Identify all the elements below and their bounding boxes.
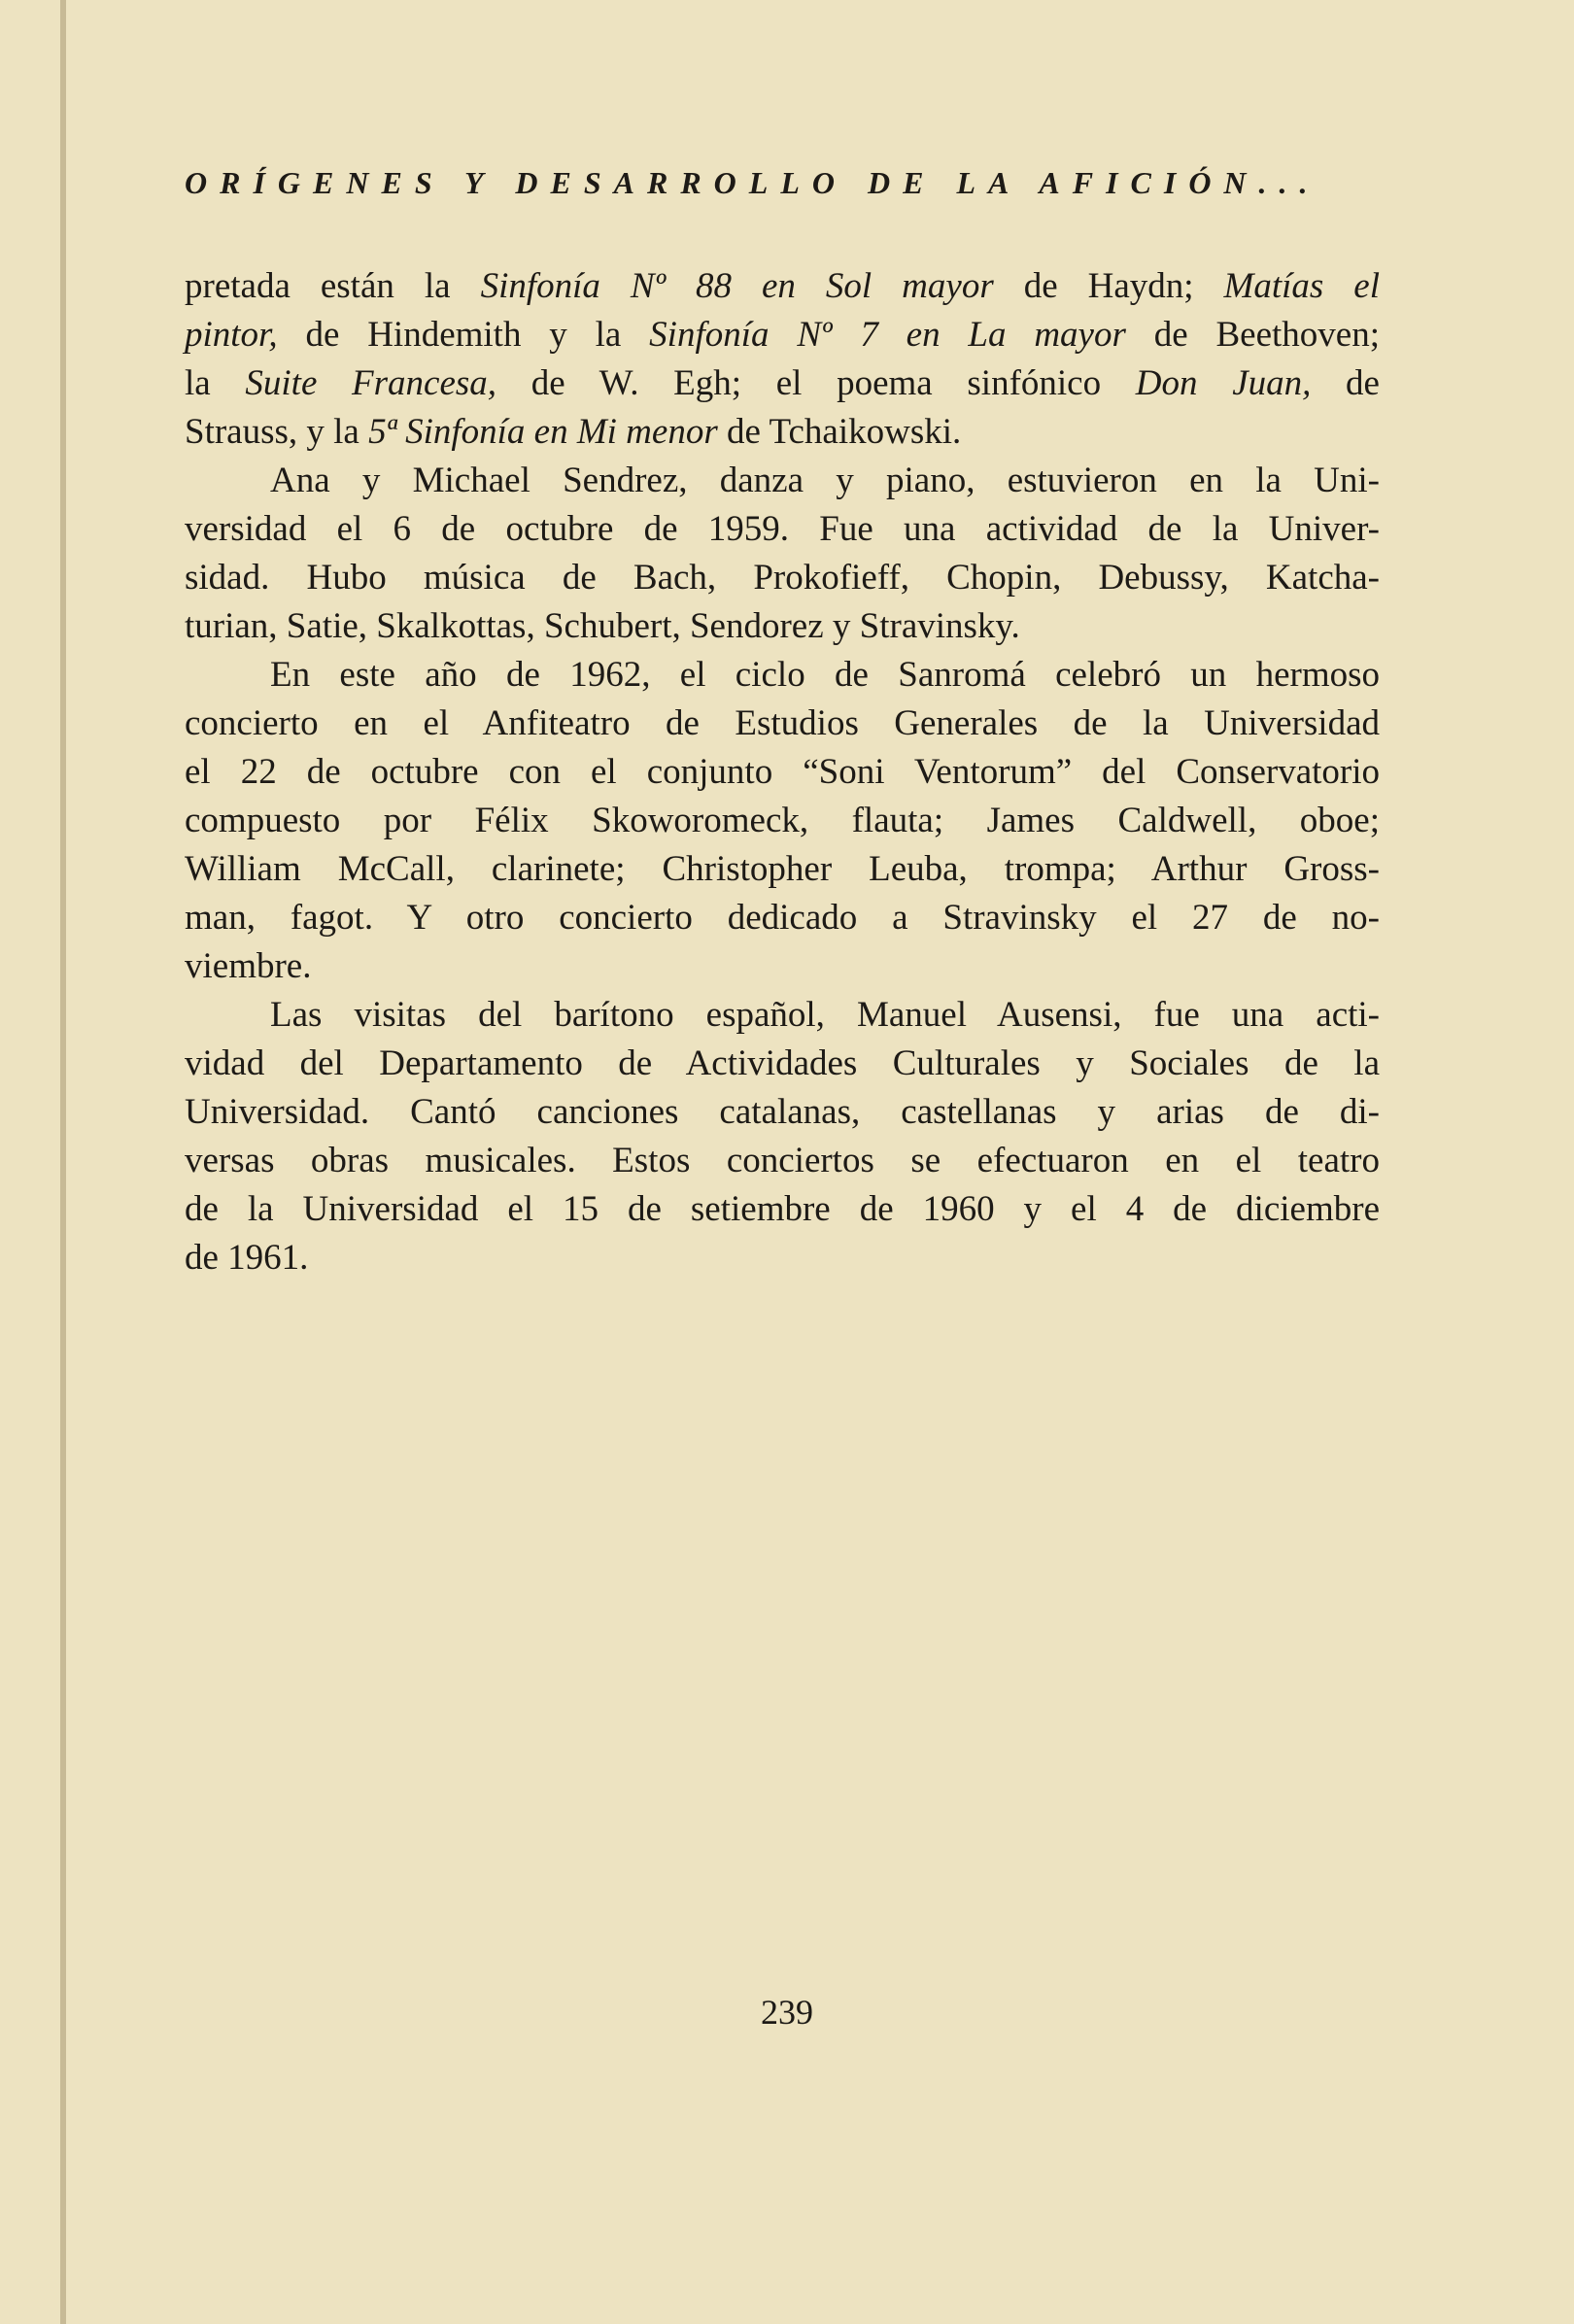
italic-title: 5ª Sinfonía en Mi menor (368, 412, 718, 452)
text-line: turian, Satie, Skalkottas, Schubert, Sendorez y Stravinsky. (185, 606, 1020, 646)
italic-title: Sinfonía Nº 88 en Sol mayor (480, 266, 994, 306)
running-head: ORÍGENES Y DESARROLLO DE LA AFICIÓN... (185, 165, 1320, 200)
binding-edge (60, 0, 66, 2324)
text-line: viembre. (185, 946, 312, 986)
page-number: 239 (761, 1993, 813, 2032)
text-line: la Suite Francesa, de W. Egh; el poema sinfónico Don Juan, de (185, 363, 1380, 403)
italic-title: Suite Francesa, (245, 363, 497, 403)
text-line: man, fagot. Y otro concierto dedicado a Stravinsky el 27 de no- (185, 898, 1380, 938)
paragraph-start: Ana y Michael Sendrez, danza y piano, estuvieron en la Uni- (270, 461, 1380, 500)
body-text (185, 262, 1380, 1282)
text-line: William McCall, clarinete; Christopher Leuba, trompa; Arthur Gross- (185, 849, 1380, 889)
italic-title: pintor, (185, 315, 278, 355)
italic-title: Sinfonía Nº 7 en La mayor (649, 315, 1126, 355)
text-line: de 1961. (185, 1238, 309, 1278)
text-line: Universidad. Cantó canciones catalanas, castellanas y arias de di- (185, 1092, 1380, 1132)
text-line: vidad del Departamento de Actividades Culturales y Sociales de la (185, 1043, 1380, 1083)
text-line: el 22 de octubre con el conjunto “Soni Ventorum” del Conservatorio (185, 752, 1380, 792)
text-line: Strauss, y la 5ª Sinfonía en Mi menor de Tchaikowski. (185, 412, 962, 452)
text-line: versas obras musicales. Estos conciertos se efectuaron en el teatro (185, 1141, 1380, 1180)
paragraph-start: En este año de 1962, el ciclo de Sanromá celebró un hermoso (270, 655, 1380, 695)
italic-title: Don Juan, (1135, 363, 1312, 403)
text-line: versidad el 6 de octubre de 1959. Fue una actividad de la Univer- (185, 509, 1380, 549)
text-line: sidad. Hubo música de Bach, Prokofieff, Chopin, Debussy, Katcha- (185, 558, 1380, 598)
text-line: pretada están la Sinfonía Nº 88 en Sol mayor de Haydn; Matías el (185, 266, 1381, 306)
text-line: de la Universidad el 15 de setiembre de 1960 y el 4 de diciembre (185, 1189, 1380, 1229)
italic-title: Matías el (1223, 266, 1381, 306)
text-line: compuesto por Félix Skoworomeck, flauta; James Caldwell, oboe; (185, 801, 1380, 840)
text-line: pintor, de Hindemith y la Sinfonía Nº 7 en La mayor de Beethoven; (185, 315, 1380, 355)
text-line: concierto en el Anfiteatro de Estudios Generales de la Universidad (185, 703, 1380, 743)
paragraph-start: Las visitas del barítono español, Manuel Ausensi, fue una acti- (270, 995, 1380, 1035)
